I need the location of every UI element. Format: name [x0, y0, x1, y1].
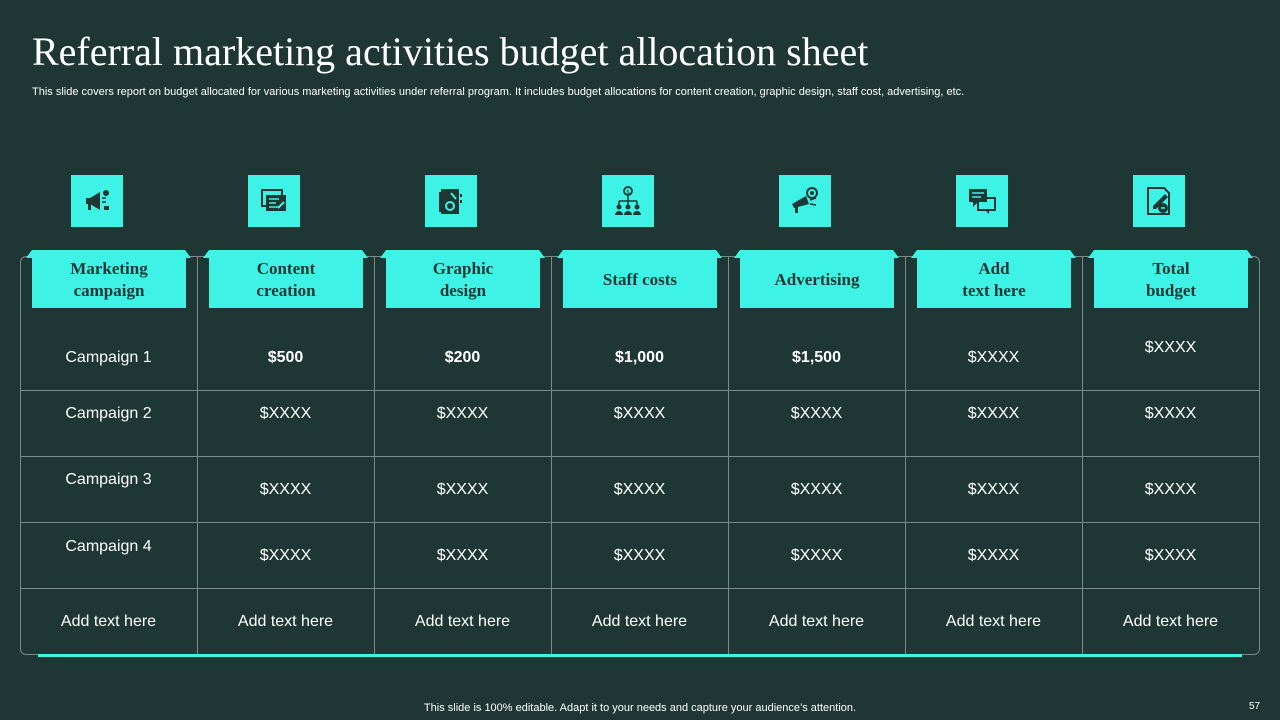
table-cell: $XXXX [613, 405, 666, 422]
table-cell: Add text here [1122, 613, 1219, 630]
row-divider [20, 390, 1260, 391]
table-cell: $XXXX [259, 481, 312, 498]
advertising-icon [779, 175, 831, 227]
staff-cost-icon [602, 175, 654, 227]
table-cell: Add text here [414, 613, 511, 630]
footer-note: This slide is 100% editable. Adapt it to your needs and capture your audience’s attention. [423, 702, 857, 714]
table-cell: $XXXX [613, 547, 666, 564]
table-cell: $XXXX [613, 481, 666, 498]
table-cell: Add text here [237, 613, 334, 630]
table-cell: Campaign 2 [65, 405, 152, 422]
table-cell: $1,500 [792, 349, 841, 366]
header-marketing-campaign: Marketing campaign [32, 252, 186, 308]
row-divider [20, 588, 1260, 589]
edit-budget-icon [1133, 175, 1185, 227]
table-cell: $XXXX [436, 405, 489, 422]
header-content-creation: Content creation [209, 252, 363, 308]
table-cell: $XXXX [790, 481, 843, 498]
header-graphic-design: Graphic design [386, 252, 540, 308]
table-cell: $XXXX [436, 547, 489, 564]
accent-bar [38, 654, 1242, 657]
table-cell: $XXXX [790, 405, 843, 422]
table-cell: $XXXX [967, 405, 1020, 422]
table-cell: $200 [444, 349, 481, 366]
header-add-text: Add text here [917, 252, 1071, 308]
row-divider [20, 456, 1260, 457]
header-staff-costs: Staff costs [563, 252, 717, 308]
content-icon [248, 175, 300, 227]
slide-title: Referral marketing activities budget allocation sheet [32, 29, 869, 74]
table-cell: Campaign 3 [65, 471, 152, 488]
slide-subtitle: This slide covers report on budget allocated for various marketing activities under referral program. It includes budget allocations for content creation, graphic design, staff cost, advertising, etc. [32, 86, 965, 98]
page-number: 57 [1249, 701, 1261, 712]
megaphone-icon [71, 175, 123, 227]
table-cell: $XXXX [967, 547, 1020, 564]
svg-text:$: $ [626, 189, 630, 196]
table-cell: $XXXX [967, 481, 1020, 498]
table-cell: Add text here [768, 613, 865, 630]
table-cell: $XXXX [1144, 481, 1197, 498]
header-advertising: Advertising [740, 252, 894, 308]
table-cell: $XXXX [790, 547, 843, 564]
chat-icon [956, 175, 1008, 227]
table-cell: Add text here [945, 613, 1042, 630]
table-cell: $XXXX [259, 405, 312, 422]
table-cell: $500 [267, 349, 304, 366]
table-cell: $XXXX [259, 547, 312, 564]
table-cell: Add text here [60, 613, 157, 630]
table-cell: $XXXX [1144, 547, 1197, 564]
header-total-budget: Total budget [1094, 252, 1248, 308]
design-icon [425, 175, 477, 227]
table-cell: $1,000 [615, 349, 664, 366]
table-cell: Campaign 1 [65, 349, 152, 366]
table-cell: Campaign 4 [65, 538, 152, 555]
table-cell: Add text here [591, 613, 688, 630]
table-cell: $XXXX [967, 349, 1020, 366]
row-divider [20, 522, 1260, 523]
table-cell: $XXXX [1144, 339, 1197, 356]
table-cell: $XXXX [1144, 405, 1197, 422]
table-cell: $XXXX [436, 481, 489, 498]
